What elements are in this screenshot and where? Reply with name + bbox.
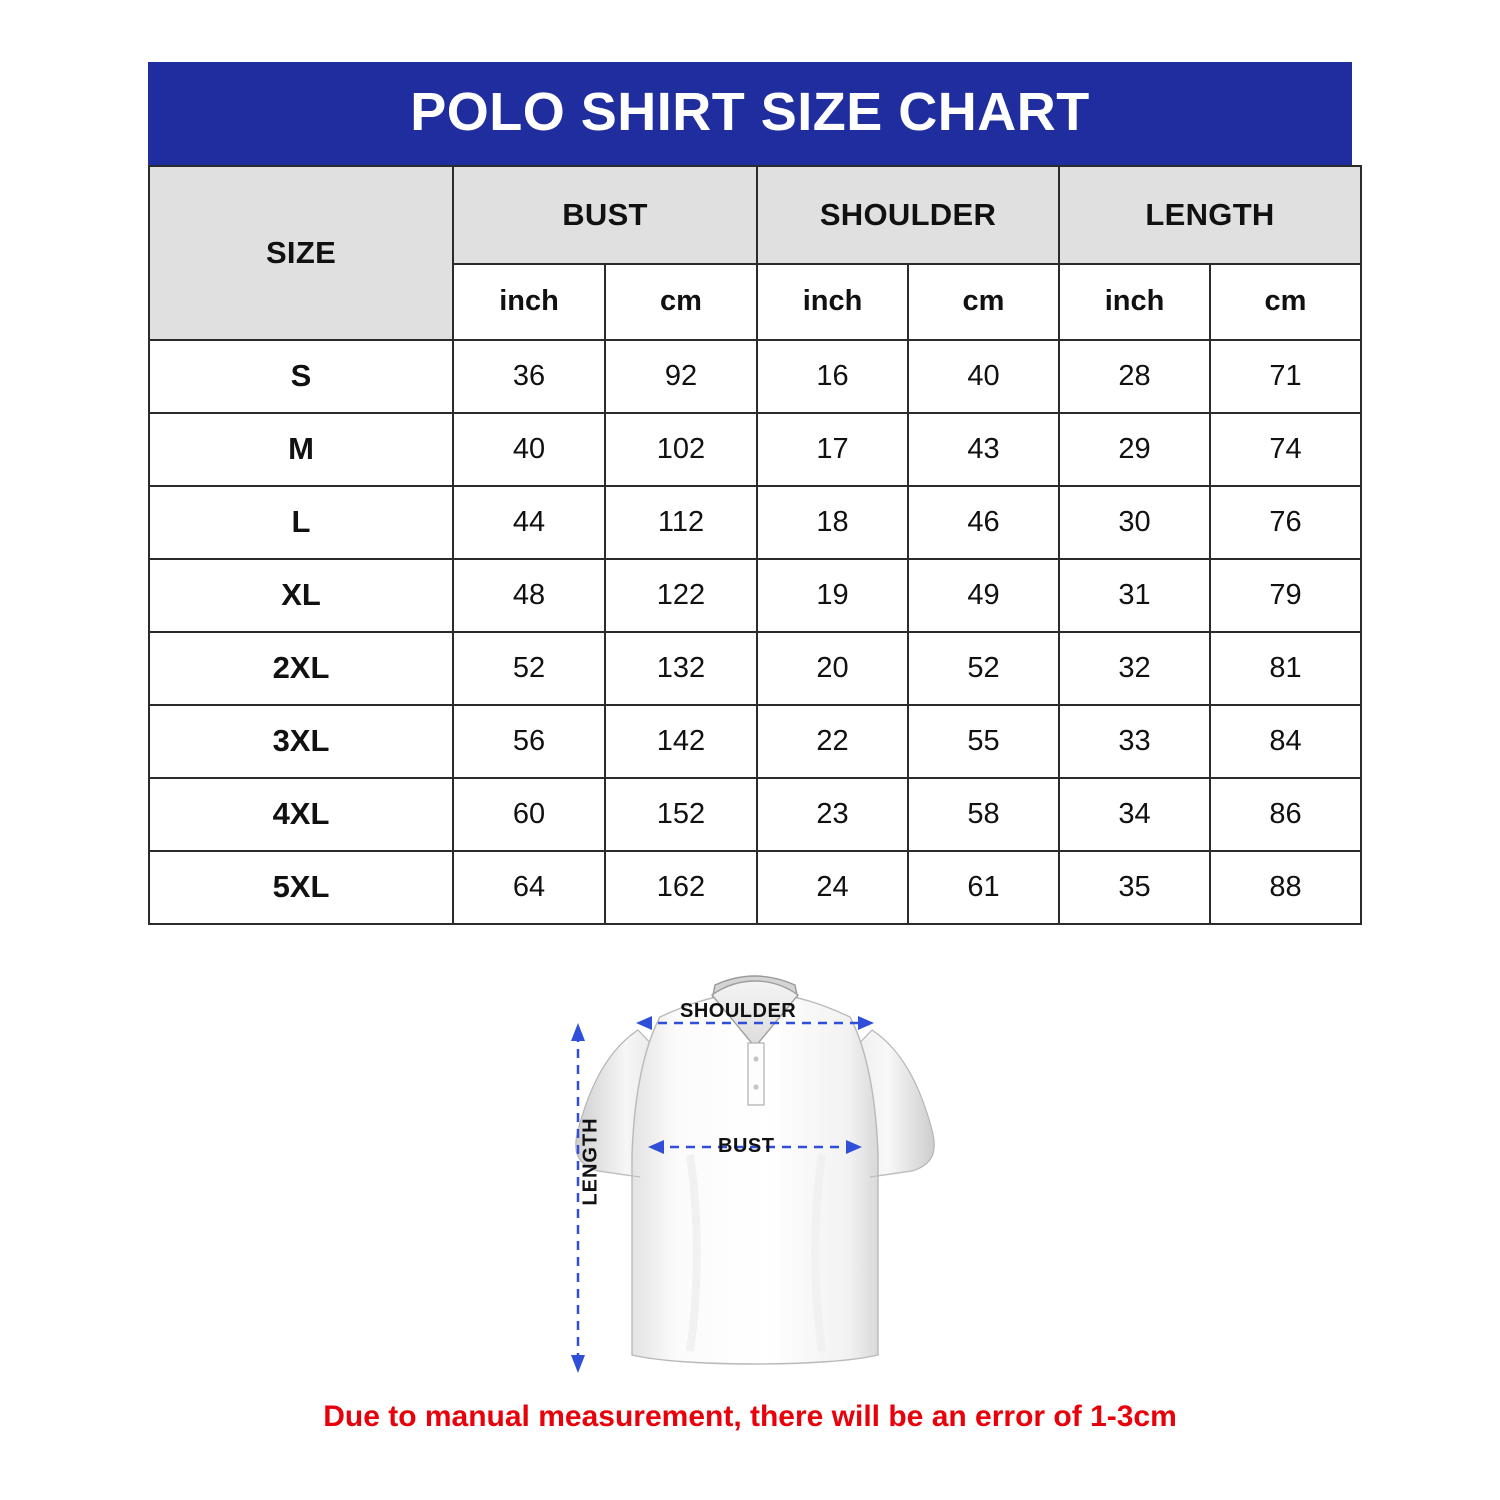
cell-bust-inch: 40 <box>453 413 605 486</box>
cell-shoulder-cm: 49 <box>908 559 1059 632</box>
cell-shoulder-inch: 16 <box>757 340 908 413</box>
cell-shoulder-inch: 24 <box>757 851 908 924</box>
unit-shoulder-cm: cm <box>908 264 1059 340</box>
table-row <box>149 778 1361 851</box>
measurement-disclaimer: Due to manual measurement, there will be an error of 1-3cm <box>323 1400 1177 1433</box>
cell-shoulder-cm: 52 <box>908 632 1059 705</box>
page-title: POLO SHIRT SIZE CHART <box>148 62 1352 165</box>
cell-shoulder-inch: 20 <box>757 632 908 705</box>
table-row <box>149 486 1361 559</box>
column-header-bust: BUST <box>453 166 757 264</box>
cell-length-cm: 84 <box>1210 705 1361 778</box>
cell-shoulder-inch: 19 <box>757 559 908 632</box>
table-group-header-row <box>149 166 1361 264</box>
cell-bust-inch: 64 <box>453 851 605 924</box>
cell-bust-cm: 112 <box>605 486 757 559</box>
cell-length-cm: 86 <box>1210 778 1361 851</box>
cell-size: XL <box>149 559 453 632</box>
cell-bust-cm: 102 <box>605 413 757 486</box>
cell-size: 5XL <box>149 851 453 924</box>
cell-bust-cm: 132 <box>605 632 757 705</box>
cell-shoulder-inch: 23 <box>757 778 908 851</box>
cell-bust-cm: 152 <box>605 778 757 851</box>
table-row <box>149 340 1361 413</box>
cell-bust-inch: 56 <box>453 705 605 778</box>
table-row <box>149 632 1361 705</box>
size-chart-block <box>148 62 1352 925</box>
cell-length-inch: 33 <box>1059 705 1210 778</box>
cell-shoulder-inch: 22 <box>757 705 908 778</box>
cell-size: 3XL <box>149 705 453 778</box>
column-header-size: SIZE <box>149 166 453 340</box>
cell-size: 2XL <box>149 632 453 705</box>
cell-length-cm: 74 <box>1210 413 1361 486</box>
cell-length-cm: 88 <box>1210 851 1361 924</box>
cell-bust-inch: 44 <box>453 486 605 559</box>
cell-size: L <box>149 486 453 559</box>
unit-bust-cm: cm <box>605 264 757 340</box>
cell-shoulder-cm: 58 <box>908 778 1059 851</box>
cell-bust-inch: 52 <box>453 632 605 705</box>
cell-shoulder-inch: 18 <box>757 486 908 559</box>
cell-shoulder-cm: 43 <box>908 413 1059 486</box>
cell-bust-cm: 92 <box>605 340 757 413</box>
cell-bust-inch: 36 <box>453 340 605 413</box>
cell-shoulder-cm: 55 <box>908 705 1059 778</box>
unit-bust-inch: inch <box>453 264 605 340</box>
cell-size: S <box>149 340 453 413</box>
unit-shoulder-inch: inch <box>757 264 908 340</box>
cell-shoulder-cm: 40 <box>908 340 1059 413</box>
column-header-shoulder: SHOULDER <box>757 166 1059 264</box>
cell-length-inch: 28 <box>1059 340 1210 413</box>
table-row <box>149 851 1361 924</box>
cell-length-inch: 34 <box>1059 778 1210 851</box>
cell-length-cm: 71 <box>1210 340 1361 413</box>
cell-shoulder-inch: 17 <box>757 413 908 486</box>
cell-length-inch: 29 <box>1059 413 1210 486</box>
unit-length-cm: cm <box>1210 264 1361 340</box>
cell-bust-cm: 162 <box>605 851 757 924</box>
cell-length-cm: 76 <box>1210 486 1361 559</box>
table-row <box>149 705 1361 778</box>
cell-length-inch: 32 <box>1059 632 1210 705</box>
cell-length-inch: 35 <box>1059 851 1210 924</box>
cell-bust-cm: 122 <box>605 559 757 632</box>
column-header-length: LENGTH <box>1059 166 1361 264</box>
cell-size: M <box>149 413 453 486</box>
cell-length-inch: 31 <box>1059 559 1210 632</box>
cell-bust-inch: 48 <box>453 559 605 632</box>
cell-shoulder-cm: 46 <box>908 486 1059 559</box>
cell-length-cm: 81 <box>1210 632 1361 705</box>
unit-length-inch: inch <box>1059 264 1210 340</box>
cell-length-cm: 79 <box>1210 559 1361 632</box>
shirt-graphic <box>576 976 934 1364</box>
table-row <box>149 559 1361 632</box>
bust-measure-label: BUST <box>718 1135 775 1157</box>
length-measure-label: LENGTH <box>579 1117 602 1206</box>
cell-bust-inch: 60 <box>453 778 605 851</box>
cell-bust-cm: 142 <box>605 705 757 778</box>
cell-size: 4XL <box>149 778 453 851</box>
shoulder-measure-label: SHOULDER <box>680 1000 797 1022</box>
cell-shoulder-cm: 61 <box>908 851 1059 924</box>
size-table <box>148 165 1362 925</box>
table-row <box>149 413 1361 486</box>
cell-length-inch: 30 <box>1059 486 1210 559</box>
